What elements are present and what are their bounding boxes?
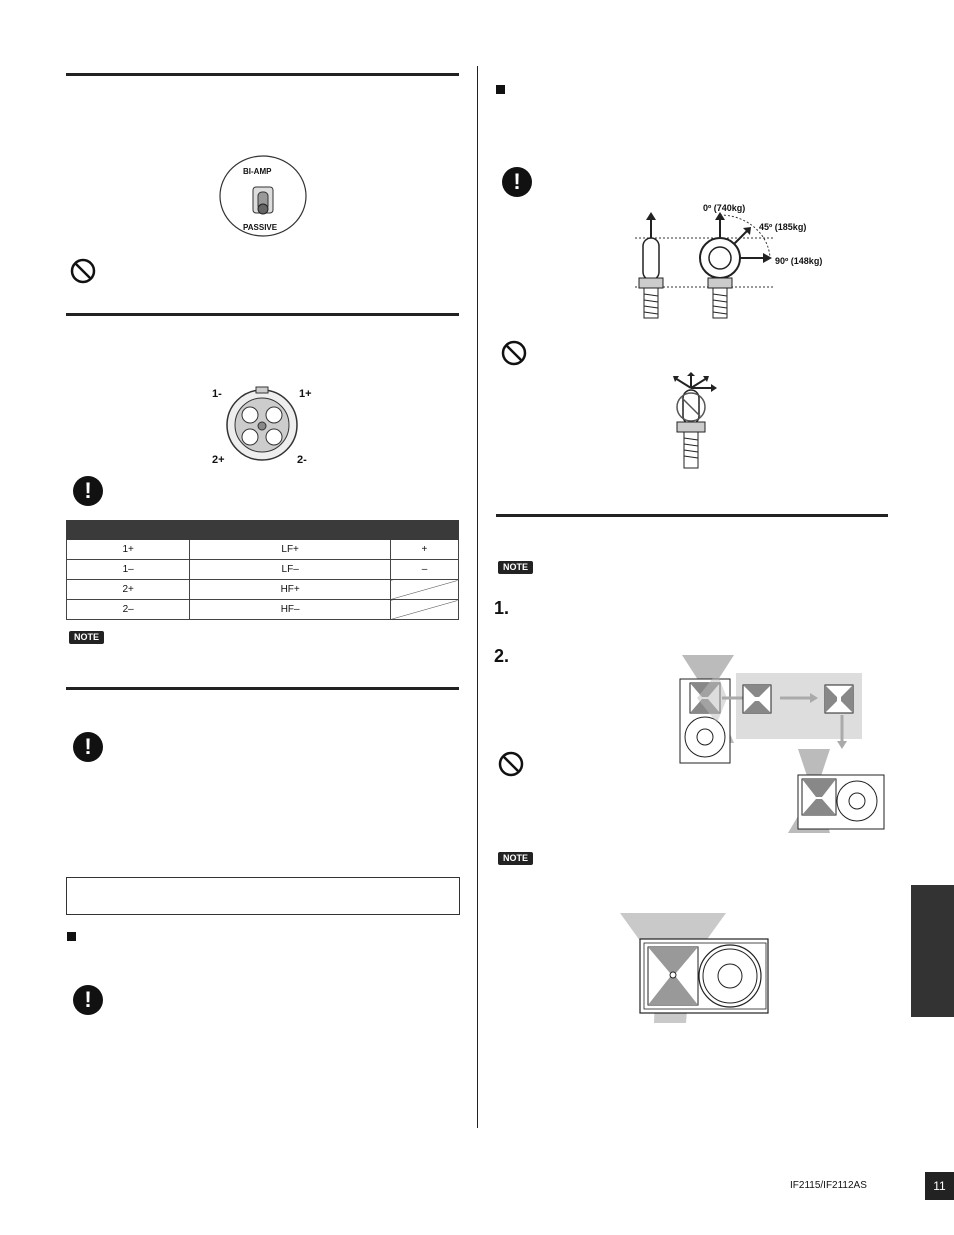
switch-bottom-label: PASSIVE: [243, 223, 278, 232]
caution-icon: !: [73, 985, 103, 1015]
table-cell: 1+: [67, 540, 190, 560]
table-cell: 2–: [67, 600, 190, 620]
section-rule-1: [66, 73, 459, 76]
table-header-row: [67, 521, 459, 540]
table-cell-empty: [390, 580, 458, 600]
angle-45-label: 45º (185kg): [759, 222, 807, 232]
table-cell: –: [390, 560, 458, 580]
speaker-coverage-illustration: [618, 911, 772, 1023]
horn-rotation-diagram: [672, 653, 890, 835]
step-1-number: 1.: [494, 598, 510, 618]
angle-90-label: 90º (148kg): [775, 256, 823, 266]
section-rule-3: [66, 687, 459, 690]
section-marker-square: [496, 85, 505, 94]
step-2-number: 2.: [494, 646, 510, 666]
side-tab-block: [911, 885, 954, 1017]
table-row: [67, 560, 459, 580]
prohibit-icon: [501, 340, 527, 366]
pin-1-plus-label: 1+: [299, 388, 312, 400]
note-badge: NOTE: [69, 631, 104, 644]
section-rule-4: [496, 514, 888, 517]
model-name: IF2115/IF2112AS: [790, 1180, 867, 1191]
table-row: [67, 580, 459, 600]
table-cell: LF+: [190, 540, 391, 560]
caution-icon: !: [73, 732, 103, 762]
prohibited-eyebolt-illustration: [663, 372, 719, 472]
table-cell: HF+: [190, 580, 391, 600]
table-header-cell: [390, 521, 458, 540]
caution-icon: !: [73, 476, 103, 506]
speakon-connector-illustration: [222, 385, 302, 465]
table-cell: +: [390, 540, 458, 560]
table-row: [67, 540, 459, 560]
caution-icon: !: [502, 167, 532, 197]
page-number: 11: [925, 1172, 954, 1200]
section-marker-square: [67, 932, 76, 941]
angle-0-label: 0º (740kg): [703, 203, 746, 213]
switch-top-label: BI-AMP: [243, 167, 272, 176]
prohibit-icon: [498, 751, 524, 777]
prohibit-icon: [70, 258, 96, 284]
table-header-cell: [67, 521, 190, 540]
pin-2-plus-label: 2+: [212, 454, 225, 466]
table-cell: 2+: [67, 580, 190, 600]
note-badge: NOTE: [498, 561, 533, 574]
section-rule-2: [66, 313, 459, 316]
pin-1-minus-label: 1-: [212, 388, 222, 400]
table-row: [67, 600, 459, 620]
table-cell: 1–: [67, 560, 190, 580]
column-divider: [477, 66, 478, 1128]
pin-assignment-table: [66, 520, 459, 620]
pin-2-minus-label: 2-: [297, 454, 307, 466]
table-cell: LF–: [190, 560, 391, 580]
table-header-cell: [190, 521, 391, 540]
table-cell: HF–: [190, 600, 391, 620]
table-cell-empty: [390, 600, 458, 620]
note-badge: NOTE: [498, 852, 533, 865]
eyebolt-load-diagram: [630, 210, 780, 328]
boxed-section-header: [66, 877, 460, 915]
